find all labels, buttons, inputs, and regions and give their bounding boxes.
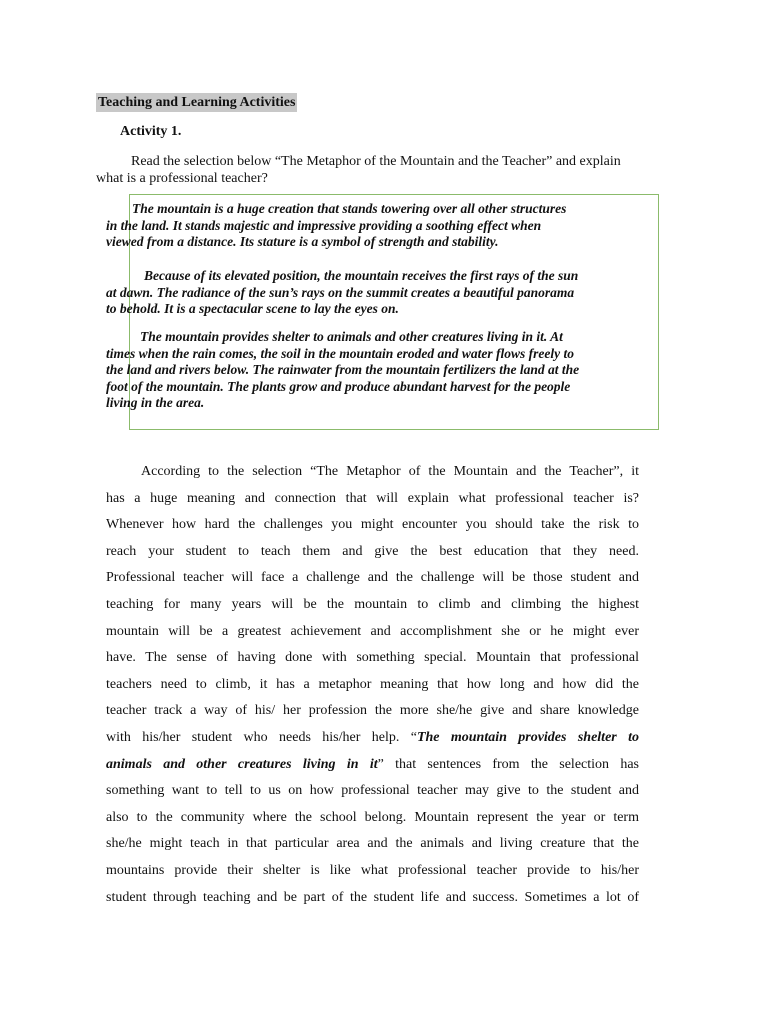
body-line: something want to tell to us on how professional teacher may give to the student and [106, 783, 639, 799]
body-paragraph [106, 459, 639, 911]
body-text-run: ” that sentences from the selection has [377, 756, 639, 772]
body-line: she/he might teach in that particular area and the animals and living creature that the [106, 836, 639, 852]
body-line: teaching for many years will be the mountain to climb and climbing the highest [106, 596, 639, 612]
quote-line: to behold. It is a spectacular scene to lay the eyes on. [106, 301, 399, 316]
quote-line: in the land. It stands majestic and impressive providing a soothing effect when [106, 217, 542, 233]
quote-line: the land and rivers below. The rainwater from the mountain fertilizers the land at the [106, 362, 580, 377]
quoted-emphasis: The mountain provides shelter to [416, 729, 639, 745]
quote-paragraph-2 [106, 268, 654, 318]
section-heading: Teaching and Learning Activities [98, 95, 296, 110]
quote-paragraph-1 [106, 201, 654, 251]
quote-paragraph-3 [106, 329, 654, 412]
instruction-line: what is a professional teacher? [96, 171, 268, 186]
quote-line: The mountain provides shelter to animals and other creatures living in it. At [140, 329, 563, 344]
body-line: student through teaching and be part of the student life and success. Sometimes a lot of [106, 889, 639, 905]
quote-line: at dawn. The radiance of the sun’s rays on the summit creates a beautiful panorama [106, 284, 575, 300]
body-line: Whenever how hard the challenges you might encounter you should take the risk to [106, 517, 639, 533]
body-line: According to the selection “The Metaphor of the Mountain and the Teacher”, it [141, 464, 639, 479]
quote-line: living in the area. [106, 395, 205, 410]
quoted-emphasis: animals and other creatures living in it [106, 756, 378, 772]
quote-line: viewed from a distance. Its stature is a symbol of strength and stability. [106, 234, 499, 249]
activity-title: Activity 1. [120, 124, 182, 139]
instruction-paragraph [96, 153, 676, 187]
instruction-line: Read the selection below “The Metaphor of the Mountain and the Teacher” and explain [131, 154, 621, 169]
body-line: have. The sense of having done with something special. Mountain that professional [106, 650, 639, 666]
body-line: mountain will be a greatest achievement and accomplishment she or he might ever [106, 623, 639, 639]
quote-line: Because of its elevated position, the mountain receives the first rays of the sun [144, 268, 579, 283]
body-line: has a huge meaning and connection that will explain what professional teacher is? [106, 490, 639, 506]
quote-line: foot of the mountain. The plants grow and produce abundant harvest for the people [106, 378, 571, 394]
body-line-with-quote [106, 752, 639, 779]
body-line: also to the community where the school belong. Mountain represent the year or term [106, 809, 639, 825]
body-line: Professional teacher will face a challenge and the challenge will be those student and [106, 570, 639, 586]
body-line: teachers need to climb, it has a metaphor meaning that how long and how did the [106, 676, 639, 692]
body-line: teacher track a way of his/ her profession the more she/he give and share knowledge [106, 703, 639, 719]
body-line: mountains provide their shelter is like what professional teacher provide to his/her [106, 862, 639, 878]
body-text-run: with his/her student who needs his/her help. “ [106, 729, 417, 745]
quote-line: times when the rain comes, the soil in the mountain eroded and water flows freely to [106, 345, 575, 361]
quote-line: The mountain is a huge creation that stands towering over all other structures [132, 201, 567, 216]
body-line-with-quote [106, 725, 639, 752]
body-line: reach your student to teach them and give the best education that they need. [106, 543, 639, 559]
